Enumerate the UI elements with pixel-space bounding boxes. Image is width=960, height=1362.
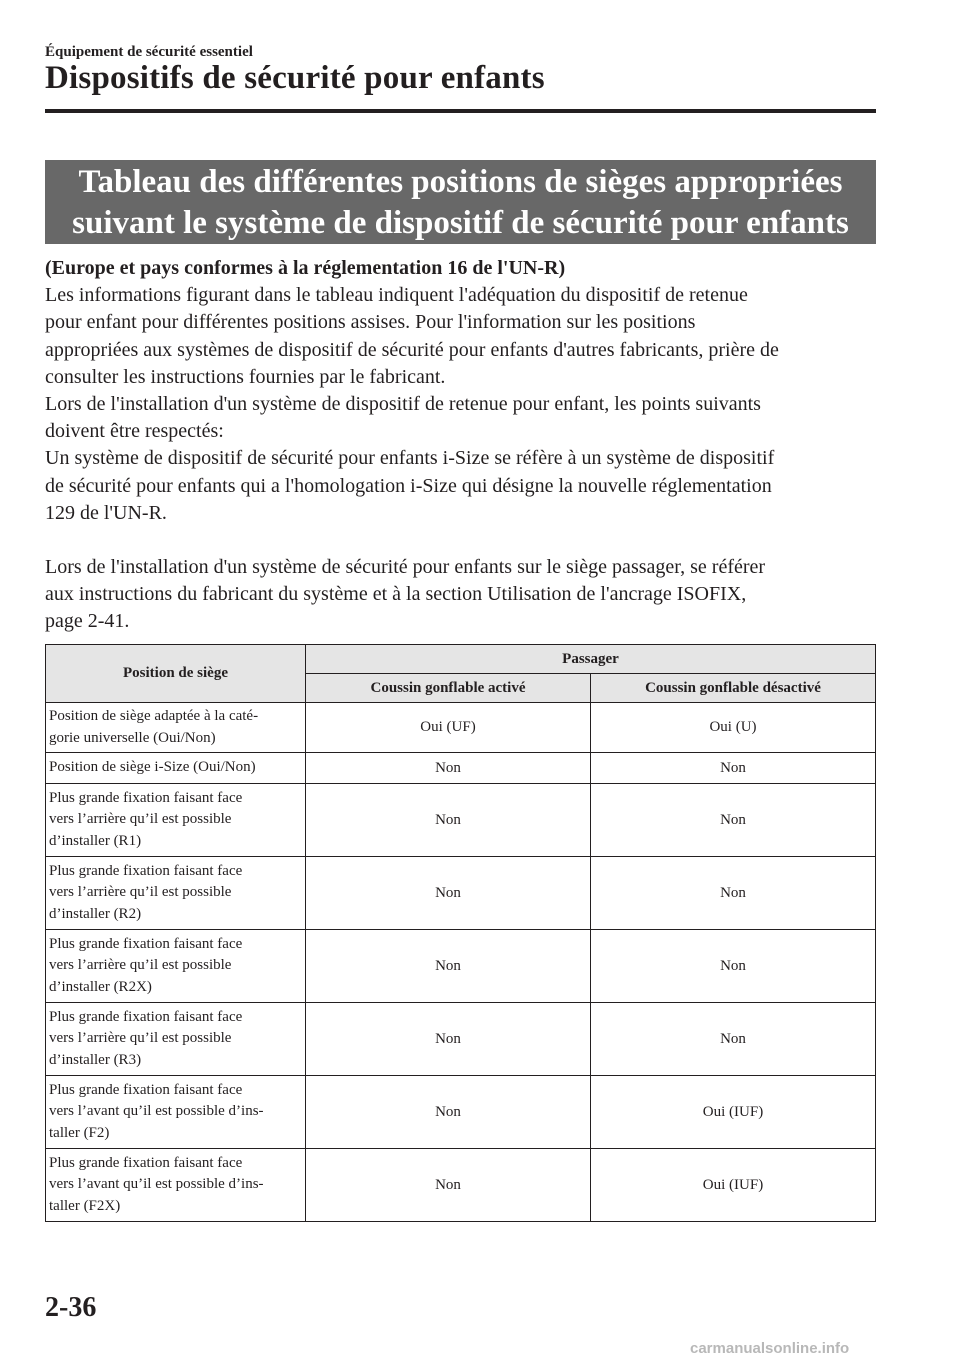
- text-line: appropriées aux systèmes de dispositif de sécurité pour enfants d'autres fabricants, prière de: [45, 338, 779, 361]
- cell-airbag-off: Oui (U): [591, 703, 876, 753]
- header-airbag-off: Coussin gonflable désactivé: [591, 674, 876, 703]
- row-label-line: Plus grande fixation faisant face: [49, 862, 243, 879]
- row-label-line: taller (F2): [49, 1124, 110, 1141]
- table-heading-banner: [45, 160, 876, 244]
- table-row: [46, 1149, 876, 1222]
- row-label-line: Plus grande fixation faisant face: [49, 1008, 243, 1025]
- cell-airbag-off: Non: [591, 857, 876, 930]
- text-line: de sécurité pour enfants qui a l'homologation i-Size qui désigne la nouvelle réglementation: [45, 474, 772, 497]
- table-row: [46, 930, 876, 1003]
- cell-airbag-on: Non: [306, 1149, 591, 1222]
- row-label-line: vers l’arrière qu’il est possible: [49, 811, 232, 828]
- text-line: Les informations figurant dans le tableau indiquent l'adéquation du dispositif de retenue: [45, 284, 748, 307]
- text-line: Lors de l'installation d'un système de sécurité pour enfants sur le siège passager, se référer: [45, 556, 766, 579]
- row-label-line: Plus grande fixation faisant face: [49, 1154, 243, 1171]
- text-line: doivent être respectés:: [45, 420, 224, 443]
- cell-airbag-off: Non: [591, 1003, 876, 1076]
- header-seat-position: Position de siège: [46, 645, 306, 703]
- row-label-line: d’installer (R2): [49, 905, 142, 922]
- row-label-line: vers l’arrière qu’il est possible: [49, 957, 232, 974]
- page-title: Dispositifs de sécurité pour enfants: [45, 60, 545, 96]
- text-line: page 2-41.: [45, 610, 130, 633]
- banner-line-1: Tableau des différentes positions de sièges appropriées: [78, 164, 843, 200]
- table-row: [46, 1076, 876, 1149]
- cell-airbag-off: Oui (IUF): [591, 1149, 876, 1222]
- cell-airbag-on: Oui (UF): [306, 703, 591, 753]
- row-label-line: Position de siège adaptée à la caté-: [49, 708, 259, 724]
- seat-positions-table: [45, 644, 876, 1222]
- row-label: [46, 753, 306, 784]
- cell-airbag-off: Oui (IUF): [591, 1076, 876, 1149]
- cell-airbag-on: Non: [306, 930, 591, 1003]
- row-label-line: vers l’avant qu’il est possible d’ins-: [49, 1176, 264, 1193]
- row-label-line: Plus grande fixation faisant face: [49, 789, 243, 806]
- row-label: [46, 1076, 306, 1149]
- row-label-line: vers l’avant qu’il est possible d’ins-: [49, 1103, 264, 1120]
- text-line: aux instructions du fabricant du système et à la section Utilisation de l'ancrage ISOFIX,: [45, 583, 747, 606]
- isofix-note: [45, 554, 885, 636]
- row-label-line: vers l’arrière qu’il est possible: [49, 1030, 232, 1047]
- text-line: Lors de l'installation d'un système de dispositif de retenue pour enfant, les points suivants: [45, 393, 761, 416]
- row-label-line: d’installer (R2X): [49, 978, 152, 995]
- watermark: carmanualsonline.info: [690, 1340, 850, 1357]
- row-label: [46, 703, 306, 753]
- table-body: [46, 703, 876, 1222]
- cell-airbag-on: Non: [306, 857, 591, 930]
- row-label-line: Plus grande fixation faisant face: [49, 935, 243, 952]
- cell-airbag-off: Non: [591, 753, 876, 784]
- text-line: pour enfant pour différentes positions assises. Pour l'information sur les positions: [45, 311, 696, 334]
- cell-airbag-on: Non: [306, 753, 591, 784]
- text-line: consulter les instructions fournies par le fabricant.: [45, 365, 446, 388]
- row-label: [46, 784, 306, 857]
- cell-airbag-on: Non: [306, 1076, 591, 1149]
- row-label-line: taller (F2X): [49, 1197, 121, 1214]
- text-line: Un système de dispositif de sécurité pour enfants i-Size se réfère à un système de dispositif: [45, 447, 775, 470]
- intro-text: [45, 255, 885, 636]
- table-row: [46, 753, 876, 784]
- text-line: 129 de l'UN-R.: [45, 501, 167, 524]
- cell-airbag-off: Non: [591, 784, 876, 857]
- table-row: [46, 857, 876, 930]
- paragraph-gap: [45, 527, 885, 554]
- intro-paragraph: [45, 282, 885, 527]
- banner-line-2: suivant le système de dispositif de sécurité pour enfants: [72, 205, 849, 241]
- table-row: [46, 1003, 876, 1076]
- row-label: [46, 1149, 306, 1222]
- row-label: [46, 857, 306, 930]
- row-label: [46, 1003, 306, 1076]
- cell-airbag-off: Non: [591, 930, 876, 1003]
- table-row: [46, 703, 876, 753]
- row-label-line: vers l’arrière qu’il est possible: [49, 884, 232, 901]
- row-label-line: Plus grande fixation faisant face: [49, 1081, 243, 1098]
- table-row: [46, 784, 876, 857]
- cell-airbag-on: Non: [306, 784, 591, 857]
- cell-airbag-on: Non: [306, 1003, 591, 1076]
- page-number: 2-36: [45, 1292, 97, 1323]
- header-passenger: Passager: [306, 645, 876, 674]
- intro-lead: (Europe et pays conformes à la réglementation 16 de l'UN-R): [45, 257, 566, 279]
- row-label-line: d’installer (R3): [49, 1051, 142, 1068]
- header-airbag-on: Coussin gonflable activé: [306, 674, 591, 703]
- row-label: [46, 930, 306, 1003]
- row-label-line: Position de siège i-Size (Oui/Non): [49, 759, 256, 776]
- header-divider: [45, 109, 876, 113]
- row-label-line: gorie universelle (Oui/Non): [49, 729, 216, 746]
- row-label-line: d’installer (R1): [49, 832, 142, 849]
- section-label: Équipement de sécurité essentiel: [45, 44, 253, 60]
